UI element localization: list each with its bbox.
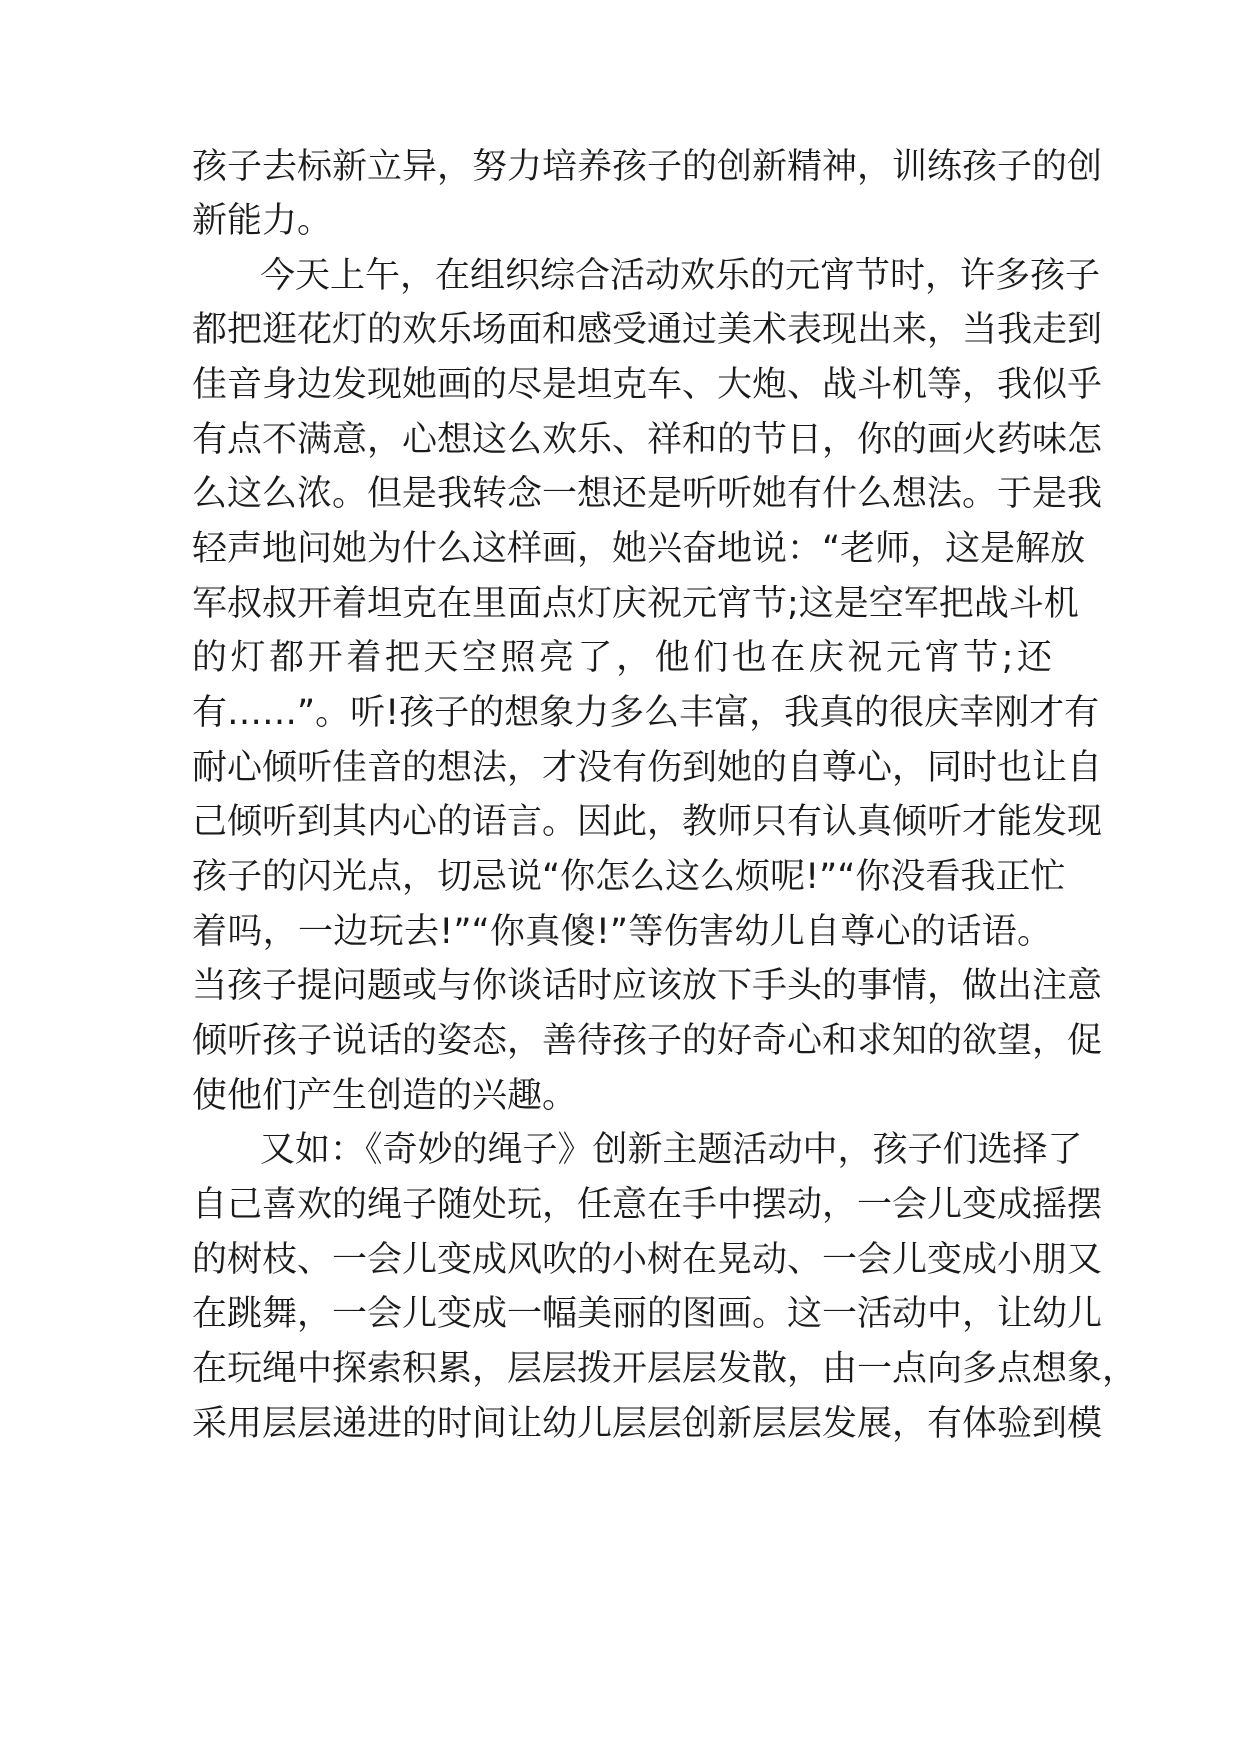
text-line: 的灯都开着把天空照亮了，他们也在庆祝元宵节;还: [192, 638, 1052, 678]
text-line: 的树枝、一会儿变成风吹的小树在晃动、一会儿变成小朋又: [192, 1240, 1103, 1280]
text-line: 着吗，一边玩去!”“你真傻!”等伤害幼儿自尊心的话语。: [192, 912, 1052, 952]
text-line: 有……”。听!孩子的想象力多么丰富，我真的很庆幸刚才有: [192, 693, 1100, 733]
paragraph-start: 今天上午，在组织综合活动欢乐的元宵节时，许多孩子: [260, 256, 1101, 296]
text-line: 在跳舞，一会儿变成一幅美丽的图画。这一活动中，让幼儿: [192, 1294, 1103, 1334]
text-line: 新能力。: [192, 201, 333, 241]
text-line: 孩子的闪光点，切忌说“你怎么这么烦呢!”“你没看我正忙: [192, 857, 1066, 897]
text-line: 都把逛花灯的欢乐场面和感受通过美术表现出来，当我走到: [192, 310, 1103, 350]
text-line: 在玩绳中探索积累，层层拨开层层发散，由一点向多点想象，: [192, 1349, 1138, 1389]
text-line: 使他们产生创造的兴趣。: [192, 1076, 578, 1116]
text-line: 采用层层递进的时间让幼儿层层创新层层发展，有体验到模: [192, 1404, 1103, 1444]
text-line: 自己喜欢的绳子随处玩，任意在手中摆动，一会儿变成摇摆: [192, 1185, 1103, 1225]
text-line: 轻声地问她为什么这样画，她兴奋地说：“老师，这是解放: [192, 529, 1086, 569]
text-line: 耐心倾听佳音的想法，才没有伤到她的自尊心，同时也让自: [192, 748, 1103, 788]
text-line: 军叔叔开着坦克在里面点灯庆祝元宵节;这是空军把战斗机: [192, 584, 1079, 624]
text-line: 孩子去标新立异，努力培养孩子的创新精神，训练孩子的创: [192, 147, 1103, 187]
text-line: 倾听孩子说话的姿态，善待孩子的好奇心和求知的欲望，促: [192, 1021, 1103, 1061]
text-line: 么这么浓。但是我转念一想还是听听她有什么想法。于是我: [192, 474, 1103, 514]
paragraph-start: 又如：《奇妙的绳子》创新主题活动中，孩子们选择了: [260, 1130, 1083, 1170]
text-line: 己倾听到其内心的语言。因此，教师只有认真倾听才能发现: [192, 802, 1103, 842]
text-line: 佳音身边发现她画的尽是坦克车、大炮、战斗机等，我似乎: [192, 365, 1103, 405]
text-line: 有点不满意，心想这么欢乐、祥和的节日，你的画火药味怎: [192, 420, 1103, 460]
text-line: 当孩子提问题或与你谈话时应该放下手头的事情，做出注意: [192, 966, 1103, 1006]
